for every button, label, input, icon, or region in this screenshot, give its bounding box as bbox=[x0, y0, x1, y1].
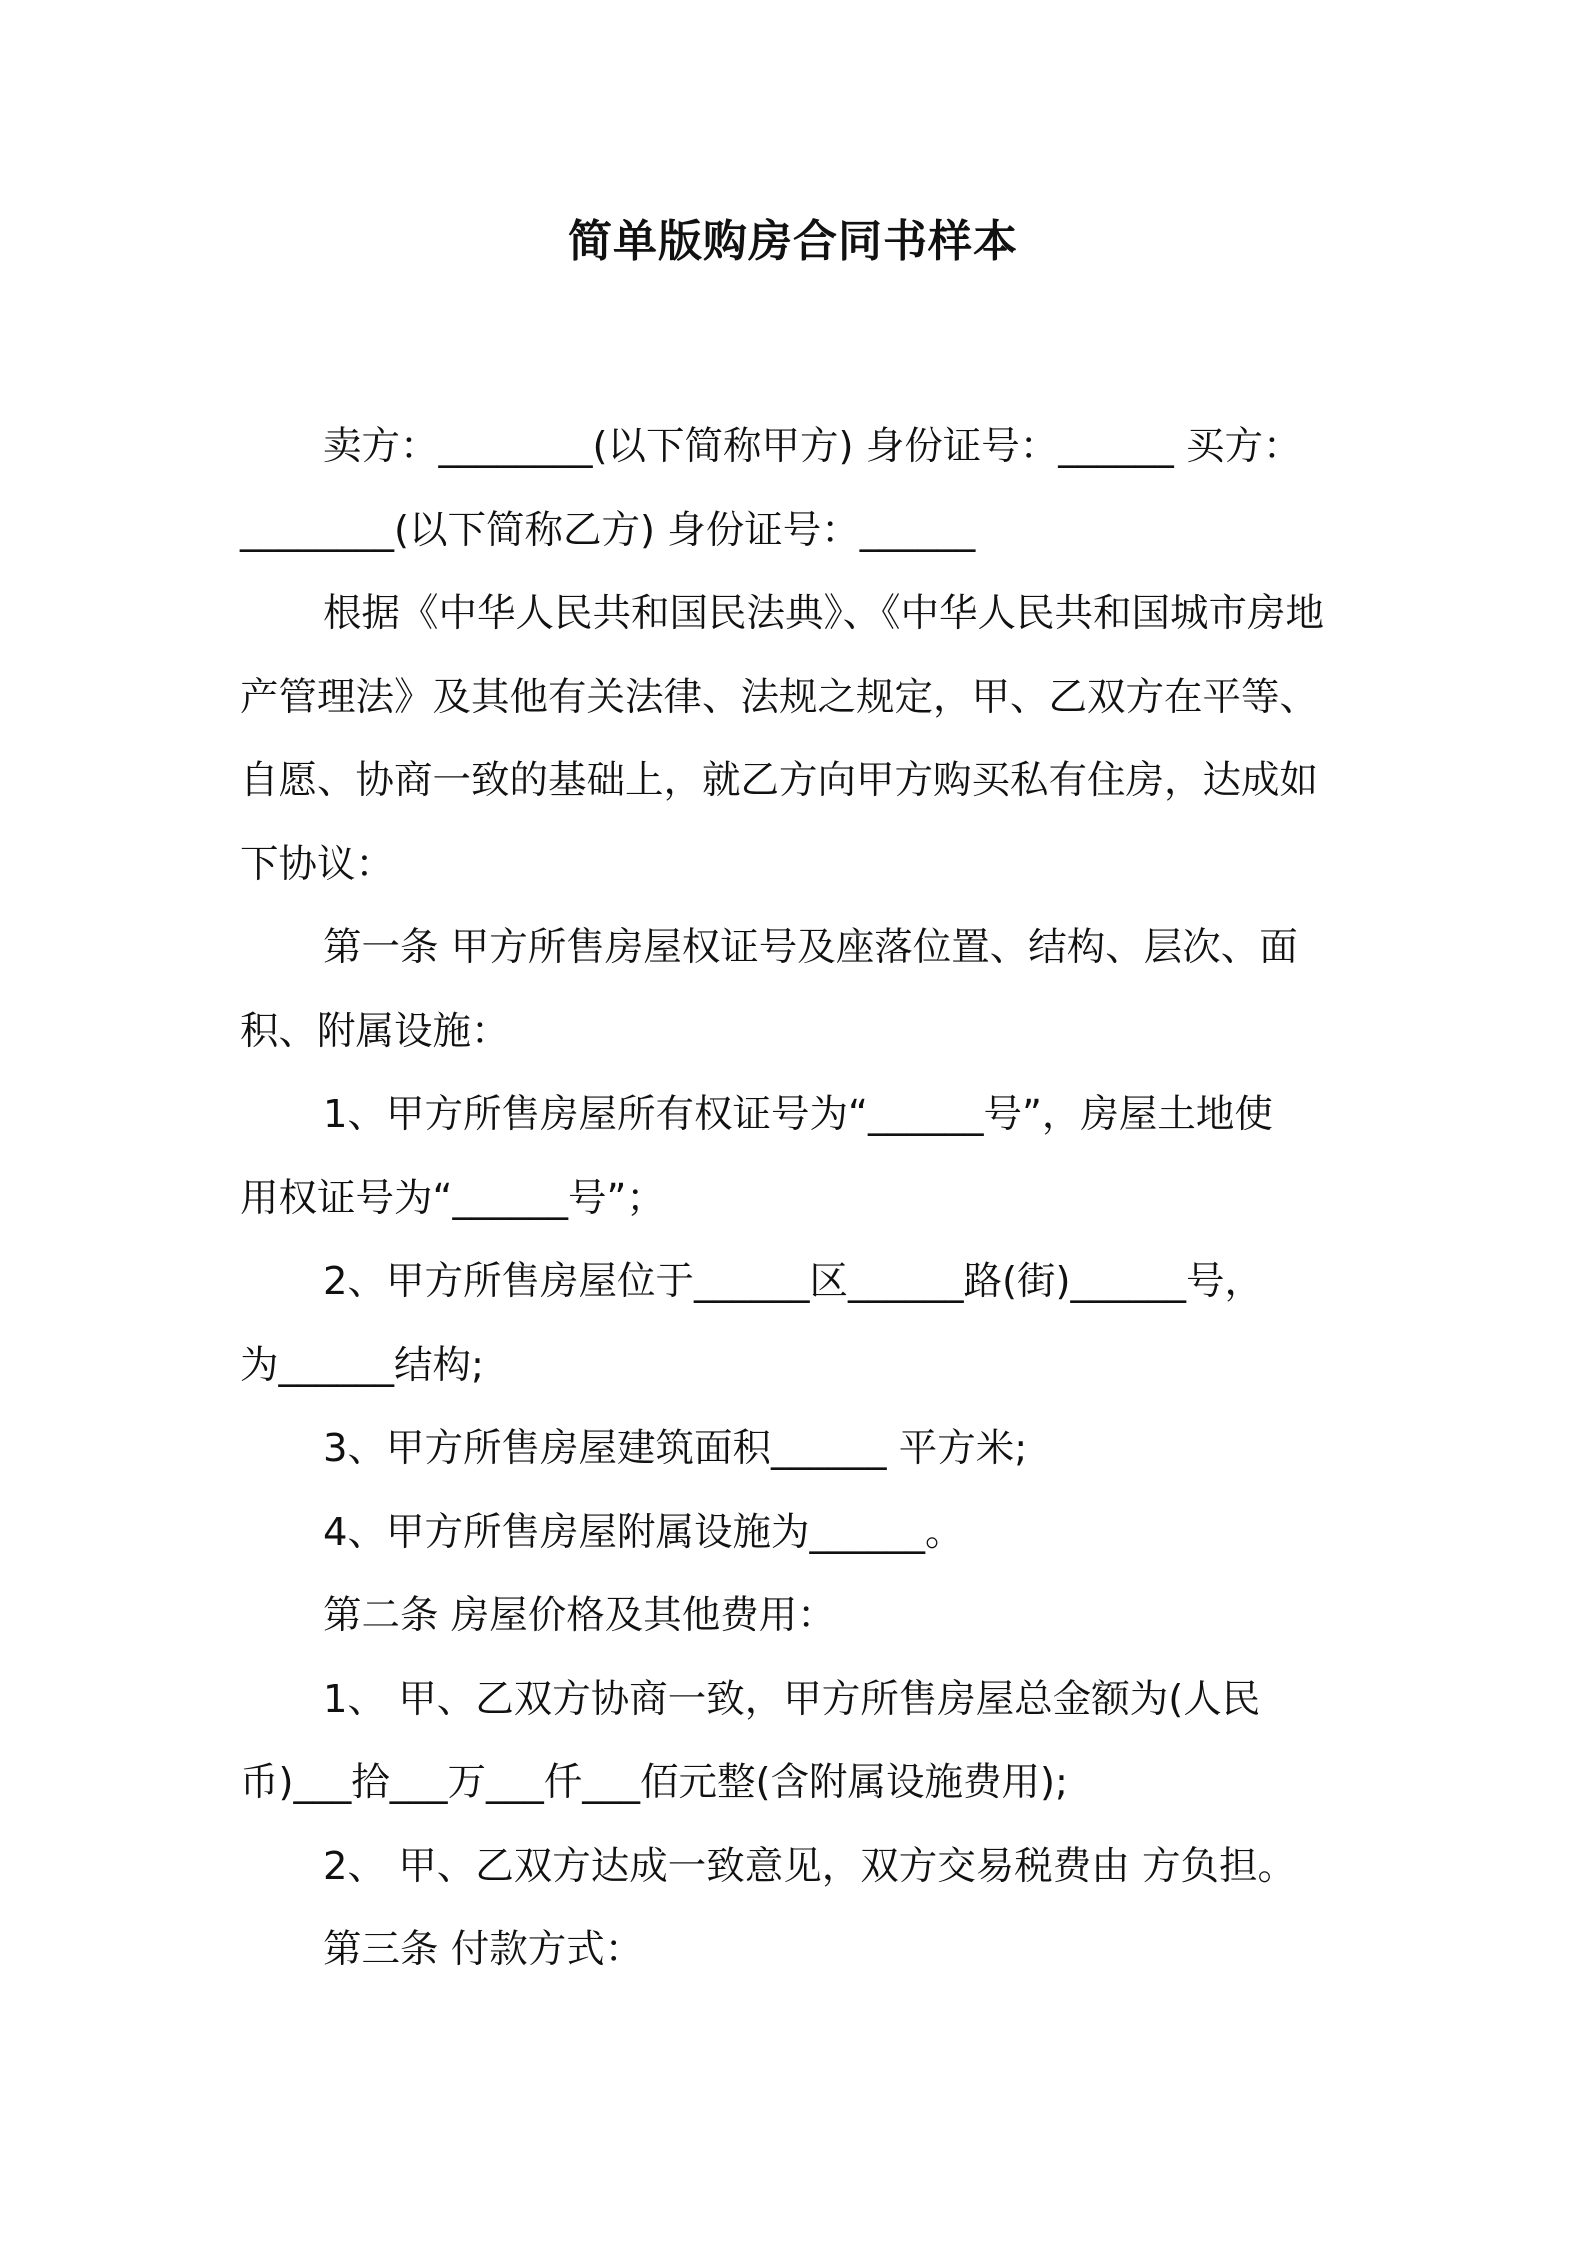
article-2-item-1-line-2: 币)___拾___万___仟___佰元整(含附属设施费用); bbox=[240, 1760, 1069, 1805]
article-2-heading: 第二条 房屋价格及其他费用： bbox=[323, 1593, 836, 1638]
article-1-item-4: 4、甲方所售房屋附属设施为______。 bbox=[323, 1509, 964, 1555]
article-2-item-1-line-1: 1、 甲、乙双方协商一致，甲方所售房屋总金额为(人民 bbox=[323, 1676, 1261, 1722]
preamble-line-3: 自愿、协商一致的基础上，就乙方向甲方购买私有住房，达成如 bbox=[240, 758, 1319, 803]
seller-buyer-line-1: 卖方：________(以下简称甲方) 身份证号：______ 买方： bbox=[323, 424, 1302, 469]
article-1-item-3: 3、甲方所售房屋建筑面积______ 平方米; bbox=[323, 1426, 1028, 1471]
article-1-item-2-line-2: 为______结构; bbox=[240, 1342, 484, 1388]
preamble-line-4: 下协议： bbox=[240, 841, 395, 887]
article-1-item-2-line-1: 2、甲方所售房屋位于______区______路(街)______号， bbox=[323, 1259, 1264, 1304]
article-3-heading: 第三条 付款方式： bbox=[323, 1927, 644, 1972]
article-1-item-1-line-1: 1、甲方所售房屋所有权证号为“______号”，房屋土地使 bbox=[323, 1092, 1273, 1137]
preamble-line-2: 产管理法》及其他有关法律、法规之规定，甲、乙双方在平等、 bbox=[240, 674, 1319, 720]
article-1-heading-line-1: 第一条 甲方所售房屋权证号及座落位置、结构、层次、面 bbox=[323, 925, 1298, 970]
document-title: 简单版购房合同书样本 bbox=[568, 216, 1018, 267]
seller-buyer-line-2: ________(以下简称乙方) 身份证号：______ bbox=[240, 507, 976, 553]
contract-body bbox=[240, 405, 1350, 1992]
article-1-heading-line-2: 积、附属设施： bbox=[240, 1008, 510, 1054]
article-2-item-2: 2、 甲、乙双方达成一致意见，双方交易税费由 方负担。 bbox=[323, 1843, 1296, 1889]
article-1-item-1-line-2: 用权证号为“______号”； bbox=[240, 1175, 665, 1221]
preamble-line-1: 根据《中华人民共和国民法典》、《中华人民共和国城市房地 bbox=[323, 591, 1325, 636]
